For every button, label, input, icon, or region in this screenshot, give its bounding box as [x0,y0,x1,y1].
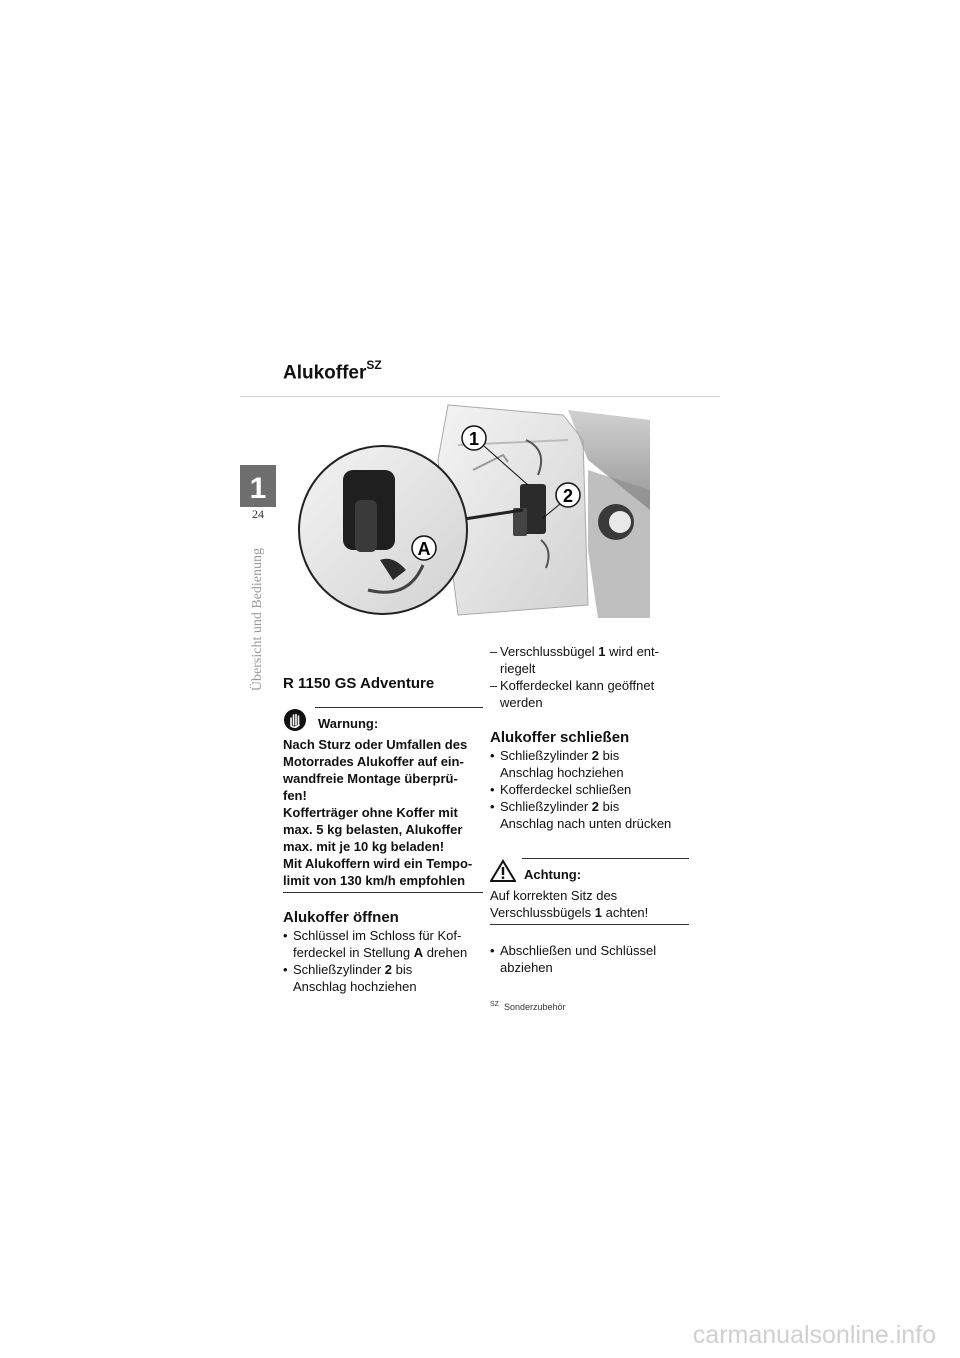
caution-icon [490,859,516,883]
list-item: • Kofferdeckel schließen [490,782,632,797]
open-heading: Alukoffer öffnen [283,909,399,926]
list-item: • Schlüssel im Schloss für Kof- ferdeckel in Stellung A drehen [283,928,468,960]
list-item: • Schließzylinder 2 bis Anschlag hochziehen [490,748,624,780]
chapter-number: 1 [240,465,276,507]
list-item: – Verschlussbügel 1 wird ent- riegelt [490,644,659,676]
section-title: Übersicht und Bedienung [250,548,265,692]
page-title: Alukoffer$^{SZ}$ [283,358,382,384]
title-divider [240,396,720,397]
warning-label: Warnung: [318,716,379,731]
aluminium-case-lock-illustration [298,400,650,618]
stop-hand-icon [283,708,307,732]
left-column [283,675,483,995]
list-item: • Schließzylinder 2 bis Anschlag nach unten drücken [490,799,672,831]
label-A: A [417,539,431,559]
watermark: carmanualsonline.info [692,1321,936,1349]
list-item: • Schließzylinder 2 bis Anschlag hochziehen [283,962,417,994]
warning-text: Nach Sturz oder Umfallen des Motorrades Alukoffer auf ein- wandfreie Montage überprü- fen! Kofferträger ohne Koffer mit max. 5 kg belasten, Alukoffer max. mit je 10 kg beladen! Mit Alukoffern wird ein Tempo- limit von 130 km/h empfohlen [283,737,473,888]
list-item: – Kofferdeckel kann geöffnet werden [490,678,655,710]
label-1: 1 [468,429,480,449]
model-heading: R 1150 GS Adventure [283,675,435,692]
label-2: 2 [562,486,574,506]
right-column [490,643,695,1016]
caution-label: Achtung: [524,867,582,882]
close-heading: Alukoffer schließen [490,729,630,746]
page-number: 24 [252,507,264,521]
footnote: $^{SZ}$ Sonderzubehör [490,1001,566,1012]
caution-text: Auf korrekten Sitz des Verschlussbügels 1 achten! [490,888,649,920]
list-item: • Abschließen und Schlüssel abziehen [490,943,657,975]
